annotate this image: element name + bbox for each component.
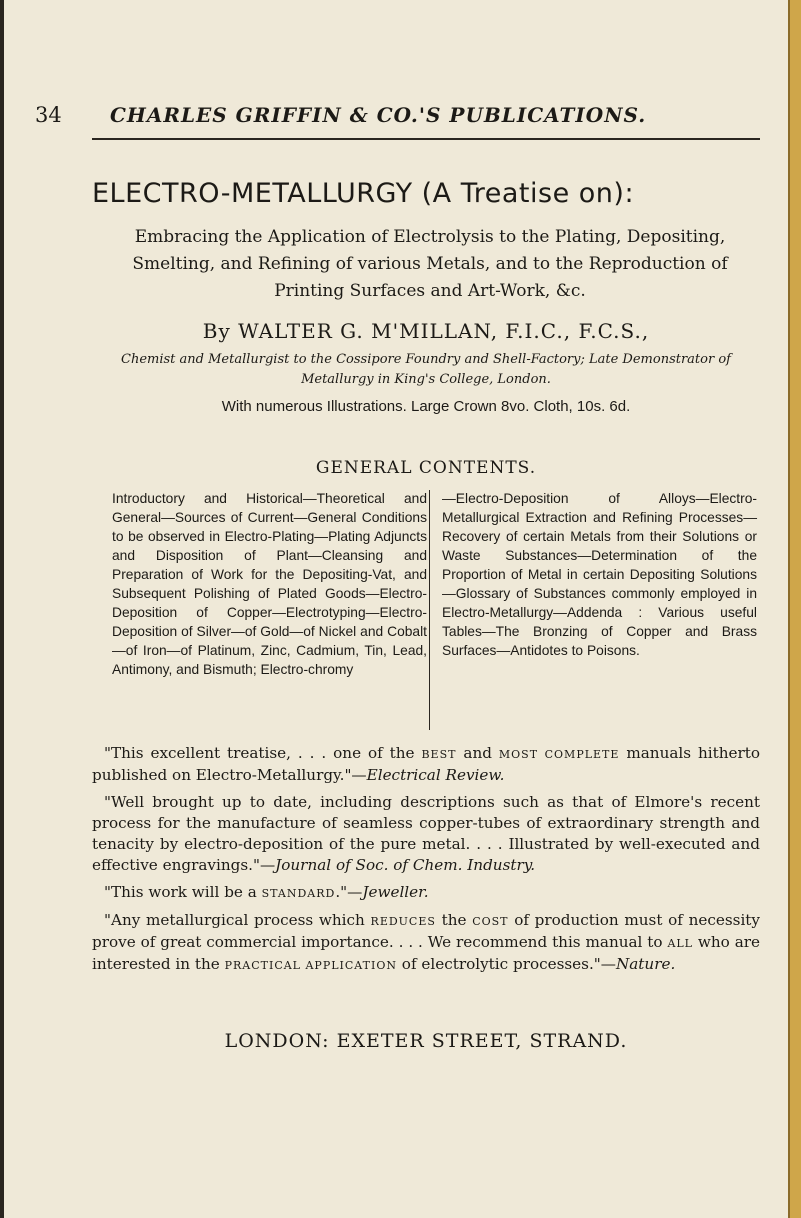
review-nature: "Any metallurgical process which REDUCES the COST of production must of necessity prove of great commercial importance. . . . We recommend this manual to ALL who are interested in the PRACTICAL APPLICATION of electrolytic processes."—Nature. (92, 911, 760, 973)
review-source: Journal of Soc. of Chem. Industry. (275, 856, 536, 874)
binding-edge-right (790, 0, 801, 1218)
contents-column-left: Introductory and Historical—Theoretical and General—Sources of Current—General Conditions to be observed in Electro-Plating—Plating Adjuncts and Disposition of Plant—Cleansing and Preparation of Work for the Depositing-Vat, and Subsequent Polishing of Plated Goods—Electro-Deposition of Copper—Electrotyping—Electro-Deposition of Silver—of Gold—of Nickel and Cobalt—of Iron—of Platinum, Zinc, Cadmium, Tin, Lead, Antimony, and Bismuth; Electro-chromy (112, 491, 427, 677)
contents-column-right: —Electro-Deposition of Alloys—Electro-Metallurgical Extraction and Refining Processes—Recovery of certain Metals from their Solutions or Waste Substances—Determination of the Proportion of Metal in certain Depositing Solutions—Glossary of Substances commonly employed in Electro-Metallurgy—Addenda : Various useful Tables—The Bronzing of Copper and Brass Surfaces—Antidotes to Poisons. (442, 491, 757, 658)
header-rule (92, 138, 760, 140)
column-divider (429, 490, 430, 730)
page-edge-left (0, 0, 4, 1218)
book-subtitle: Embracing the Application of Electrolysis to the Plating, Depositing, Smelting, and Refining of various Metals, and to the Reproduction of Printing Surfaces and Art-Work, &c. (132, 227, 728, 301)
page-number: 34 (35, 103, 62, 127)
publisher-imprint: LONDON: EXETER STREET, STRAND. (224, 1030, 628, 1052)
press-reviews (92, 743, 760, 982)
running-title: CHARLES GRIFFIN & CO.'S PUBLICATIONS. (110, 103, 647, 127)
publication-details: With numerous Illustrations. Large Crown 8vo. Cloth, 10s. 6d. (221, 398, 631, 415)
review-source: Electrical Review. (366, 766, 505, 784)
contents-heading: GENERAL CONTENTS. (315, 458, 537, 478)
review-jeweller: "This work will be a STANDARD."—Jeweller. (104, 883, 429, 901)
author-affiliation: Chemist and Metallurgist to the Cossipore Foundry and Shell-Factory; Late Demonstrator of Metallurgy in King's College, London. (121, 352, 731, 387)
book-title: ELECTRO-METALLURGY (A Treatise on): (92, 178, 635, 209)
review-source: Nature. (615, 955, 676, 973)
review-source: Jeweller. (362, 883, 429, 901)
page-header (0, 103, 801, 135)
author-line: By WALTER G. M'MILLAN, F.I.C., F.C.S., (202, 319, 650, 343)
review-electrical-review: "This excellent treatise, . . . one of the BEST and MOST COMPLETE manuals hitherto published on Electro-Metallurgy."—Electrical Review. (92, 744, 761, 784)
review-journal-soc-chem: "Well brought up to date, including descriptions such as that of Elmore's recent process for the manufacture of seamless copper-tubes of extraordinary strength and tenacity by electro-deposition of the pure metal. . . . Illustrated by well-executed and effective engravings."—Journal of Soc. of Chem. Industry. (92, 793, 760, 874)
